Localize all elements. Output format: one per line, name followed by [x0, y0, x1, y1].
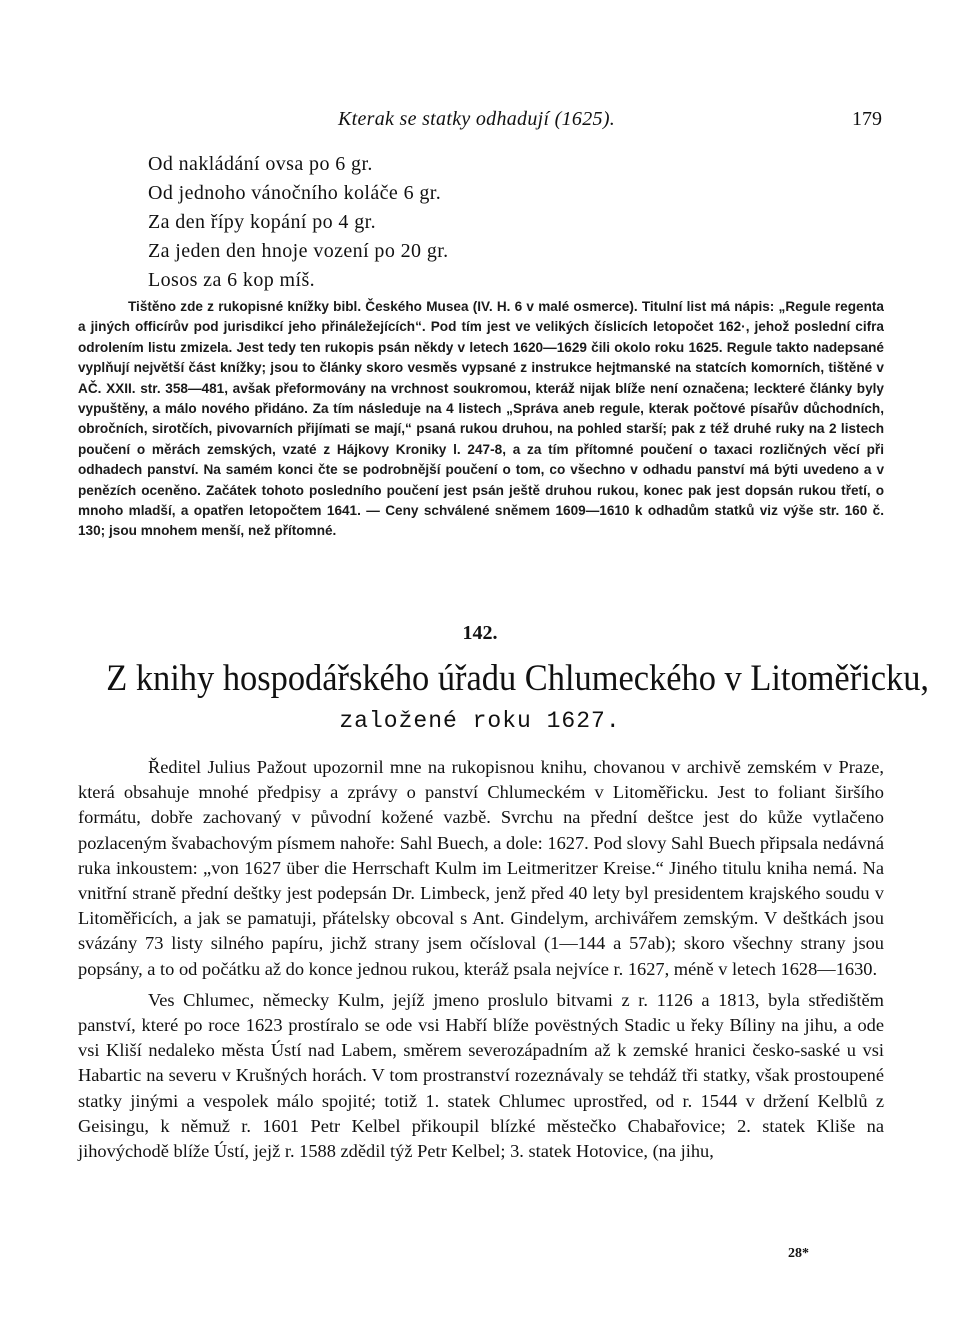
- body-text: [78, 755, 884, 1170]
- editorial-note: [78, 297, 884, 542]
- document-number: 142.: [462, 622, 498, 644]
- signature-mark: 28*: [788, 1246, 809, 1261]
- price-list-item: Za jeden den hnoje vození po 20 gr.: [148, 240, 449, 262]
- page-number: 179: [852, 108, 882, 130]
- running-title: Kterak se statky odhadují (1625).: [338, 108, 616, 130]
- page-header: [78, 108, 882, 138]
- document-subtitle: založené roku 1627.: [339, 708, 621, 734]
- price-list-item: Od nakládání ovsa po 6 gr.: [148, 153, 373, 175]
- price-list-item: Za den řípy kopání po 4 gr.: [148, 211, 376, 233]
- document-title: Z knihy hospodářského úřadu Chlumeckého v Litoměřicku,: [106, 658, 930, 699]
- body-paragraph: Ředitel Julius Pažout upozornil mne na rukopisnou knihu, chovanou v archivě zemském v Praze, která obsahuje mnohé předpisy a zprávy o panství Chlumeckém v Litoměřicku. Jest to foliant širšího formátu, dobře zachovaný v původní kožené vazbě. Svrchu na přední deštce jest do kůže vytlačeno pozlaceným švabachovým písmem nahoře: Sahl Buech, a dole: 1627. Pod slovy Sahl Buech připsala nedávná ruka inkoustem: „von 1627 über die Herrschaft Kulm im Leitmeritzer Kreise.“ Jiného titulu kniha nemá. Na vnitřní straně přední deštky jest podepsán Dr. Limbeck, jenž před 40 lety byl presidentem krajského soudu v Litoměřicích, a jak se pamatuji, přátelsky obcoval s Ant. Gindelym, archivářem zemským. V deštkách jsou svázány 73 listy silného papíru, jichž strany jsem očísloval (1—144 a 57ab); skoro všechny strany jsou popsány, a to od počátku až do konce jednou rukou, kteráž psala nejvíce r. 1627, méně v letech 1628—1630.: [78, 757, 884, 979]
- note-paragraph: Tištěno zde z rukopisné knížky bibl. Českého Musea (IV. H. 6 v malé osmerce). Titulní list má nápis: „Regule regenta a jiných officírův pod jurisdikcí jeho přináležejících“. Pod tím jest ve velikých číslicích letopočet 162·, jehož poslední cifra odrolením listu zmizela. Jest tedy ten rukopis psán někdy v letech 1620—1629 čili okolo roku 1625. Regule takto nadepsané vyplňují největší část knížky; jsou to články skoro vesměs vypsané z instrukce hejtmanské na statcích komorních, tištěné v AČ. XXII. str. 358—481, avšak přeformovány na vrchnost soukromou, kteráž nijak blíže není označena; leckteré články byly vypuštěny, a málo nového přidáno. Za tím následuje na 4 listech „Správa aneb regule, kterak počtové písařův důchodních, obročních, sirotčích, pivovarních přijímati se mají,“ psaná rukou druhou, na pohled starší; pak z též druhé ruky na 2 listech poučení o měrách zemských, vzaté z Hájkovy Kroniky l. 247-8, a za tím přítomné poučení o taxaci rozličných věcí při odhadech panství. Na samém konci čte se podrobnější poučení o tom, co všechno v odhadu panství má býti uvedeno a v penězích oceněno. Začátek tohoto posledního poučení jest psán ještě druhou rukou, konec pak jest dopsán rukou třetí, o mnoho mladší, a opatřen letopočtem 1641. — Ceny schválené sněmem 1609—1610 k odhadům statků viz výše str. 160 č. 130; jsou mnohem menší, než přítomné.: [78, 299, 884, 539]
- price-list: [148, 150, 848, 295]
- price-list-item: Losos za 6 kop míš.: [148, 269, 316, 291]
- price-list-item: Od jednoho vánočního koláče 6 gr.: [148, 182, 442, 204]
- body-paragraph: Ves Chlumec, německy Kulm, jejíž jmeno proslulo bitvami z r. 1126 a 1813, byla středištěm panství, které po roce 1623 prostíralo se ode vsi Habří blíže povëstných Stadic u řeky Bíliny na jihu, a ode vsi Kliší nedaleko města Ústí nad Labem, směrem severozápadním až k zemské hranici česko-saské u vsi Habartic na severu v Krušných horách. V tom prostranství rozeznávaly se tehdáž tři statky, však prostoupené statky jinými a vespolek málo spojité; totiž 1. statek Chlumec uprostřed, od r. 1544 v držení Kelblů z Geisingu, k němuž r. 1601 Petr Kelbel přikoupil blízké městečko Chabařovice; 2. statek Kliše na jihovýchodě blíže Ústí, jejž r. 1588 zdědil týž Petr Kelbel; 3. statek Hotovice, (na jihu,: [78, 989, 884, 1162]
